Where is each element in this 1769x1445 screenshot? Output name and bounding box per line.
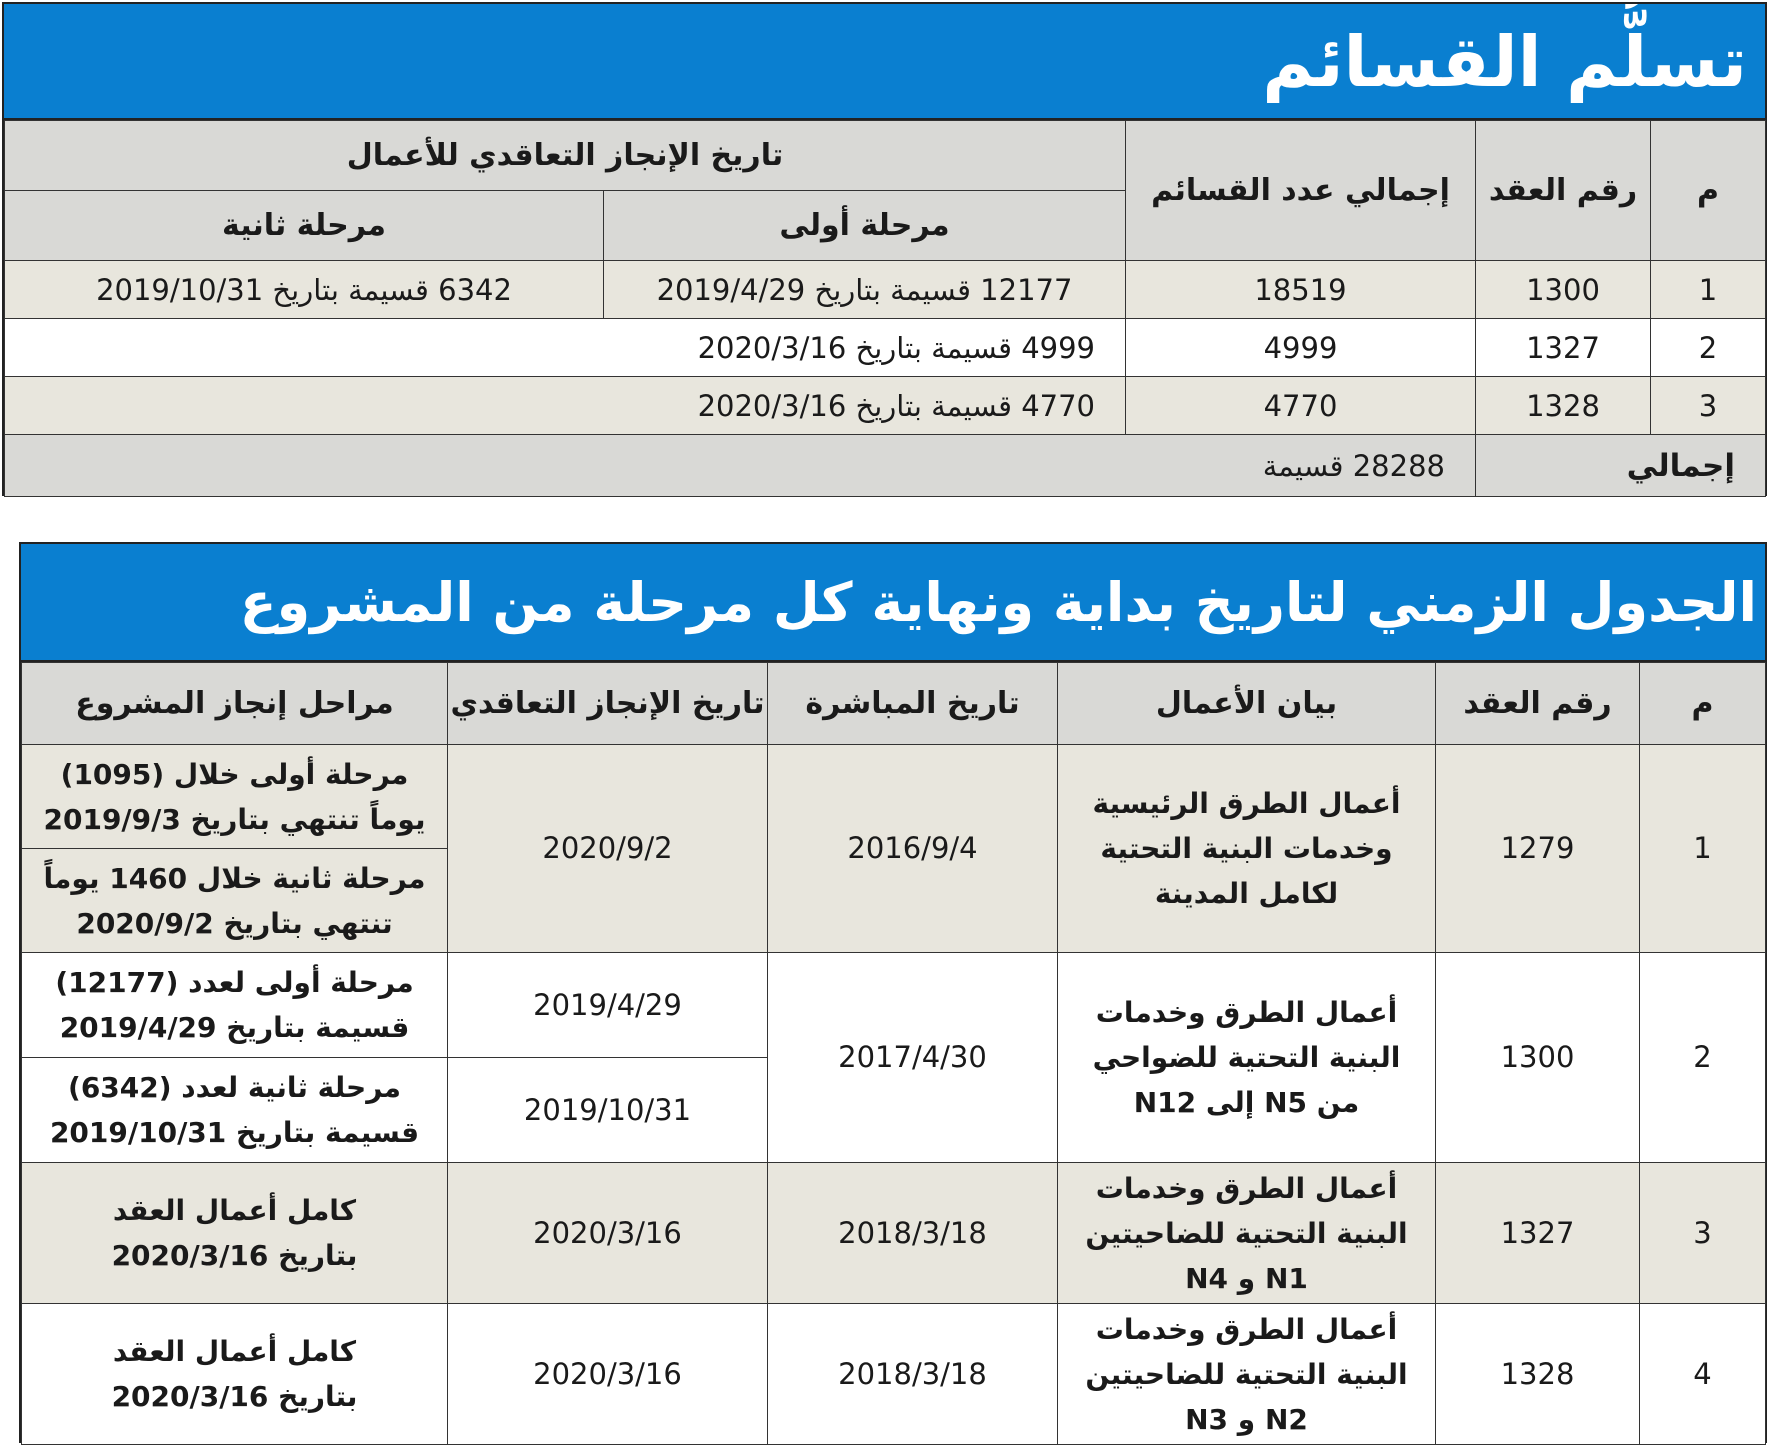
cell-works: أعمال الطرق وخدمات البنية التحتية للضاحيتين N1 و N4 (1058, 1163, 1436, 1304)
cell-phase-a: مرحلة أولى لعدد (12177) قسيمة بتاريخ 2019/4/29 (22, 953, 448, 1058)
cell-total-plots: 4770 (1126, 377, 1476, 435)
cell-contract-date-b: 2019/10/31 (448, 1058, 768, 1163)
cell-contract-date-a: 2019/4/29 (448, 953, 768, 1058)
header-start-date: تاريخ المباشرة (768, 663, 1058, 745)
total-value: 28288 قسيمة (5, 435, 1476, 497)
cell-phase1: 12177 قسيمة بتاريخ 2019/4/29 (604, 261, 1126, 319)
table-row (22, 1304, 1766, 1445)
cell-phase: كامل أعمال العقد بتاريخ 2020/3/16 (22, 1163, 448, 1304)
cell-contract-no: 1300 (1476, 261, 1651, 319)
cell-contract-no: 1327 (1436, 1163, 1640, 1304)
schedule-table (21, 662, 1766, 1445)
cell-contract-no: 1328 (1436, 1304, 1640, 1445)
header-contract-date: تاريخ الإنجاز التعاقدي (448, 663, 768, 745)
table-row (22, 745, 1766, 849)
table-row (5, 261, 1766, 319)
schedule-title: الجدول الزمني لتاريخ بداية ونهاية كل مرحلة من المشروع (21, 544, 1765, 662)
cell-total-plots: 4999 (1126, 319, 1476, 377)
cell-phase-b: مرحلة ثانية لعدد (6342) قسيمة بتاريخ 2019/10/31 (22, 1058, 448, 1163)
cell-serial: 4 (1640, 1304, 1766, 1445)
header-phase1: مرحلة أولى (604, 191, 1126, 261)
header-works: بيان الأعمال (1058, 663, 1436, 745)
cell-serial: 1 (1651, 261, 1766, 319)
cell-contract-no: 1279 (1436, 745, 1640, 953)
header-contract-no: رقم العقد (1476, 121, 1651, 261)
cell-serial: 3 (1640, 1163, 1766, 1304)
table-row (5, 319, 1766, 377)
table-row (22, 953, 1766, 1058)
cell-total-plots: 18519 (1126, 261, 1476, 319)
header-serial: م (1651, 121, 1766, 261)
header-phase2: مرحلة ثانية (5, 191, 604, 261)
cell-contract-date: 2020/9/2 (448, 745, 768, 953)
cell-contract-date: 2020/3/16 (448, 1304, 768, 1445)
table-row (22, 1163, 1766, 1304)
total-label: إجمالي (1476, 435, 1766, 497)
cell-works: أعمال الطرق الرئيسية وخدمات البنية التحتية لكامل المدينة (1058, 745, 1436, 953)
cell-contract-no: 1300 (1436, 953, 1640, 1163)
header-phases: مراحل إنجاز المشروع (22, 663, 448, 745)
header-contract-no: رقم العقد (1436, 663, 1640, 745)
cell-contract-date: 2020/3/16 (448, 1163, 768, 1304)
cell-contract-no: 1327 (1476, 319, 1651, 377)
cell-phase-b: مرحلة ثانية خلال 1460 يوماً تنتهي بتاريخ 2020/9/2 (22, 849, 448, 953)
cell-phase-a: مرحلة أولى خلال (1095) يوماً تنتهي بتاريخ 2019/9/3 (22, 745, 448, 849)
cell-serial: 2 (1651, 319, 1766, 377)
cell-serial: 2 (1640, 953, 1766, 1163)
cell-phase: كامل أعمال العقد بتاريخ 2020/3/16 (22, 1304, 448, 1445)
plots-receipt-title: تسلُّم القسائم (4, 4, 1765, 120)
header-total-plots: إجمالي عدد القسائم (1126, 121, 1476, 261)
header-contract-date: تاريخ الإنجاز التعاقدي للأعمال (5, 121, 1126, 191)
cell-contract-no: 1328 (1476, 377, 1651, 435)
cell-works: أعمال الطرق وخدمات البنية التحتية للضواحي من N5 إلى N12 (1058, 953, 1436, 1163)
schedule-panel (19, 542, 1767, 1443)
cell-single-phase: 4999 قسيمة بتاريخ 2020/3/16 (5, 319, 1126, 377)
total-row (5, 435, 1766, 497)
table-row (5, 377, 1766, 435)
header-serial: م (1640, 663, 1766, 745)
cell-start-date: 2018/3/18 (768, 1304, 1058, 1445)
cell-works: أعمال الطرق وخدمات البنية التحتية للضاحيتين N2 و N3 (1058, 1304, 1436, 1445)
cell-start-date: 2017/4/30 (768, 953, 1058, 1163)
cell-phase2: 6342 قسيمة بتاريخ 2019/10/31 (5, 261, 604, 319)
plots-receipt-table (4, 120, 1766, 497)
cell-single-phase: 4770 قسيمة بتاريخ 2020/3/16 (5, 377, 1126, 435)
cell-start-date: 2018/3/18 (768, 1163, 1058, 1304)
plots-receipt-panel (2, 2, 1767, 496)
cell-serial: 3 (1651, 377, 1766, 435)
cell-serial: 1 (1640, 745, 1766, 953)
cell-start-date: 2016/9/4 (768, 745, 1058, 953)
